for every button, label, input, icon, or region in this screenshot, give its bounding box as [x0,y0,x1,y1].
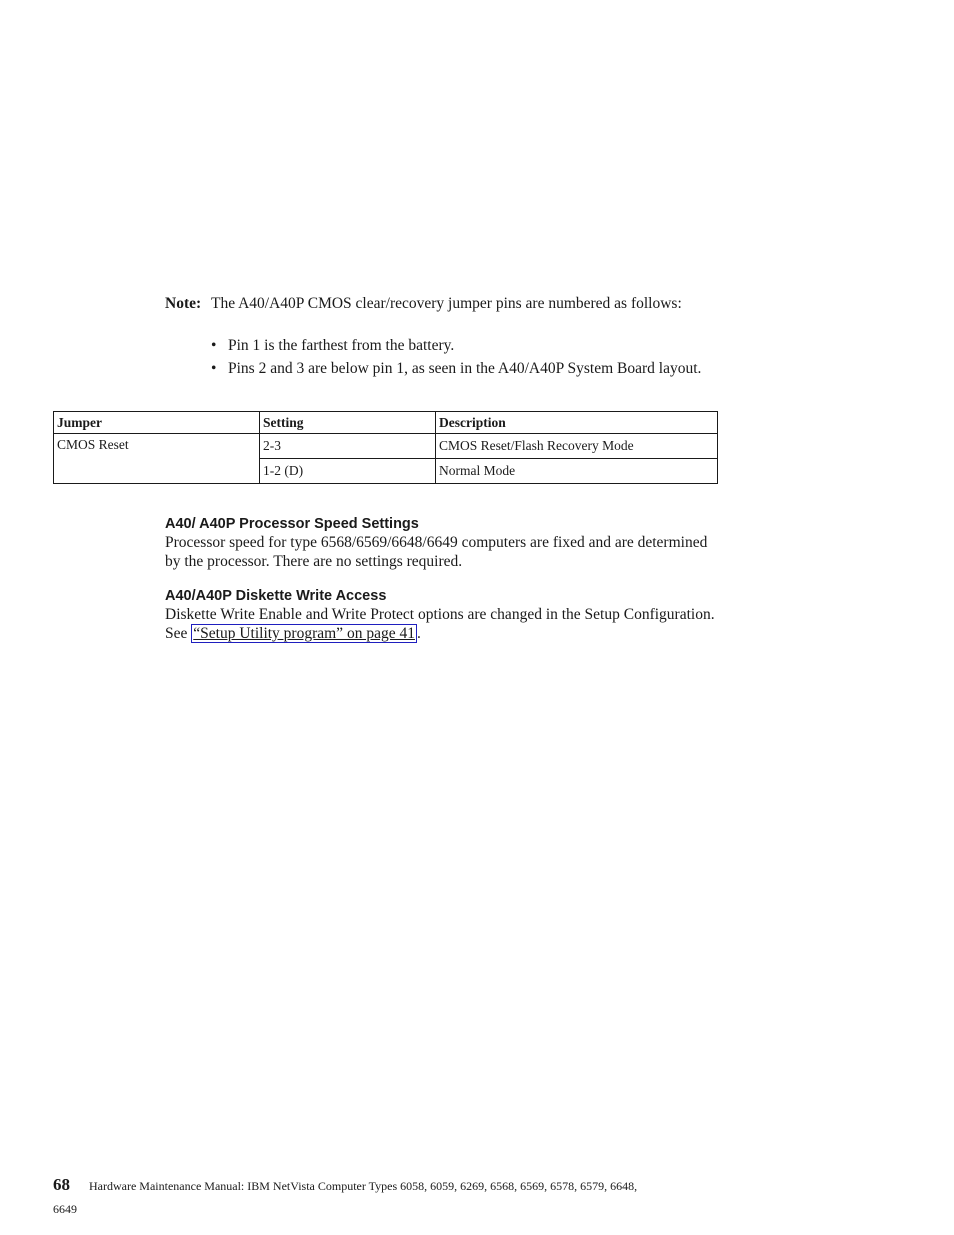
footer-title-continued: 6649 [53,1202,77,1216]
page-number: 68 [53,1175,70,1194]
section-body [165,605,725,643]
cell-description: CMOS Reset/Flash Recovery Mode [436,434,718,459]
section-body-text: Diskette Write Enable and Write Protect options are changed in the Setup Configuration. See [165,606,715,642]
diskette-write-section [165,588,725,643]
section-body-end: . [416,625,421,642]
note-bullet-list [211,336,731,382]
footer-title: Hardware Maintenance Manual: IBM NetVista Computer Types 6058, 6059, 6269, 6568, 6569, 6578, 6579, 6648, [89,1179,638,1193]
cell-setting: 1-2 (D) [260,459,436,484]
cell-setting: 2-3 [260,434,436,459]
section-body: Processor speed for type 6568/6569/6648/6649 computers are fixed and are determined by the processor. There are no settings required. [165,534,708,570]
list-item [211,336,731,355]
setup-utility-link[interactable]: “Setup Utility program” on page 41 [193,625,415,642]
column-header-jumper: Jumper [54,412,260,434]
bullet-icon: • [211,360,217,377]
column-header-description: Description [436,412,718,434]
bullet-text: Pin 1 is the farthest from the battery. [228,337,455,354]
column-header-setting: Setting [260,412,436,434]
table-header-row [54,412,718,434]
note-label: Note: [165,295,202,312]
table-row [54,434,718,459]
bullet-text: Pins 2 and 3 are below pin 1, as seen in the A40/A40P System Board layout. [228,360,702,377]
section-heading: A40/A40P Diskette Write Access [165,588,387,604]
bullet-icon: • [211,337,217,354]
jumper-table [53,411,718,484]
section-heading: A40/ A40P Processor Speed Settings [165,516,419,532]
cell-description: Normal Mode [436,459,718,484]
cell-jumper: CMOS Reset [54,434,260,484]
processor-speed-section [165,516,725,571]
note-text: The A40/A40P CMOS clear/recovery jumper pins are numbered as follows: [211,295,682,312]
list-item [211,359,731,378]
